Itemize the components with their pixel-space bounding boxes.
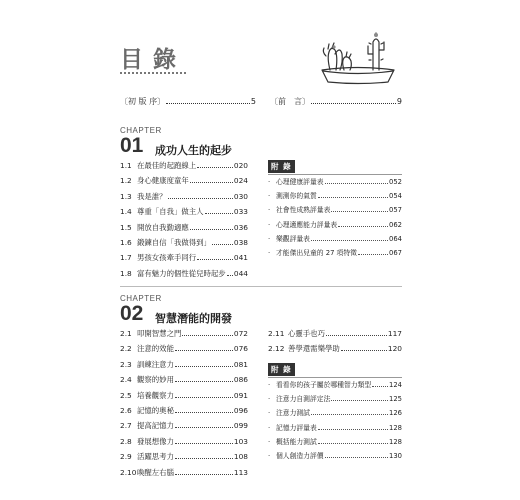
dot-leader [311,103,396,104]
appendix-heading: 附 錄 [268,363,295,376]
entry-page: 130 [389,451,402,460]
chapter-1-contents [120,160,248,283]
toc-entry[interactable] [120,420,248,435]
entry-page: 099 [233,421,248,431]
toc-entry[interactable] [120,175,248,190]
entry-number: 1.5 [120,222,132,232]
entry-label: 注意的效能 [137,344,174,354]
entry-label: 男孩女孩牽手同行 [137,253,197,263]
entry-number: 1.4 [120,207,132,217]
chapter-label: CHAPTER [120,126,162,135]
dot-leader [311,414,388,415]
entry-page: 124 [389,381,402,389]
entry-number: 2.5 [120,390,132,400]
toc-entry[interactable] [120,451,248,466]
appendix-rule [268,174,402,175]
front-matter-label: 〔初 版 序〕 [120,97,166,106]
entry-label: 活躍思考力 [137,452,174,462]
entry-label: 身心健康度童年 [137,176,189,186]
entry-label: 才能傑出兒童的 27 項特徵 [276,248,357,257]
bullet-dot: · [268,234,271,243]
toc-entry[interactable] [120,206,248,221]
toc-entry[interactable] [120,160,248,175]
bullet-dot: · [268,178,271,186]
dot-leader [175,474,233,475]
title-dotted-underline [120,72,186,74]
entry-number: 2.11 [268,329,285,338]
entry-page: 081 [233,359,248,369]
toc-entry[interactable] [120,343,248,358]
toc-entry[interactable] [268,328,402,343]
toc-entry[interactable] [120,467,248,482]
entry-page: 062 [389,220,402,229]
dot-leader [372,386,388,387]
dot-leader [168,198,233,199]
appendix-heading: 附 錄 [268,160,295,173]
entry-label: 鍛鍊自信「我做得到」 [137,237,211,247]
front-matter-page: 9 [396,97,402,106]
appendix-entry[interactable] [268,436,402,450]
bullet-dot: · [268,220,271,229]
entry-number: 2.9 [120,452,132,462]
entry-label: 心靈手也巧 [288,329,325,338]
dot-leader [175,397,233,398]
entry-number: 1.2 [120,176,132,186]
toc-entry[interactable] [120,222,248,237]
entry-number: 2.2 [120,344,132,354]
appendix-entry[interactable] [268,407,402,421]
entry-page: 096 [233,405,248,415]
toc-entry[interactable] [120,405,248,420]
chapter-1-appendix [268,176,402,261]
dot-leader [175,427,233,428]
dot-leader [318,429,388,430]
entry-label: 樂觀評量表 [276,234,310,243]
bullet-dot: · [268,395,271,404]
chapter-divider [120,286,402,287]
appendix-entry[interactable] [268,204,402,218]
appendix-entry[interactable] [268,379,402,393]
dot-leader [318,443,388,444]
entry-number: 1.6 [120,237,132,247]
entry-number: 2.10 [120,467,137,477]
entry-page: 113 [233,467,248,477]
entry-label: 個人創造力評價 [276,451,324,460]
front-matter-foreword[interactable] [270,96,402,107]
appendix-entry[interactable] [268,422,402,436]
toc-entry[interactable] [120,436,248,451]
dot-leader [182,335,233,336]
entry-page: 128 [389,437,402,446]
entry-label: 看看你的孩子屬於哪種智力類型 [276,381,372,389]
entry-number: 1.7 [120,253,132,263]
dot-leader [197,259,233,260]
entry-label: 記憶的奧秘 [137,405,174,415]
entry-label: 提高記憶力 [137,421,174,431]
entry-page: 024 [233,176,248,186]
appendix-entry[interactable] [268,450,402,464]
entry-page: 041 [233,253,248,263]
entry-number: 2.1 [120,329,132,338]
dot-leader [325,183,388,184]
entry-label: 培養觀察力 [137,390,174,400]
chapter-title: 智慧潛能的開發 [155,312,232,325]
chapter-number: 01 [120,134,144,157]
dot-leader [175,443,233,444]
entry-label: 開放自我勤適應 [137,222,189,232]
entry-page: 052 [389,178,402,186]
toc-entry[interactable] [120,252,248,267]
dot-leader [190,229,233,230]
dot-leader [318,197,388,198]
dot-leader [175,458,233,459]
entry-page: 086 [233,375,248,385]
entry-label: 社會性成熟評量表 [276,206,331,215]
dot-leader [331,400,388,401]
toc-entry[interactable] [120,390,248,405]
toc-entry[interactable] [120,359,248,374]
bullet-dot: · [268,192,271,201]
entry-label: 尊重「自我」做主人 [137,207,204,217]
entry-page: 044 [233,268,248,278]
entry-number: 2.12 [268,344,285,354]
entry-page: 033 [233,207,248,217]
bullet-dot: · [268,423,271,432]
entry-number: 2.3 [120,359,132,369]
entry-label: 喚醒左右腦 [137,467,174,477]
entry-label: 在最佳的起跑線上 [137,161,197,170]
entry-page: 125 [389,395,402,404]
entry-number: 1.1 [120,161,132,170]
appendix-entry[interactable] [268,393,402,407]
entry-label: 發展想像力 [137,436,174,446]
dot-leader [175,366,233,367]
entry-label: 富有魅力的個性從兒時起步 [137,268,226,278]
dot-leader [175,381,233,382]
front-matter-page: 5 [250,97,256,106]
bullet-dot: · [268,248,271,257]
entry-label: 注意力測試 [276,409,310,418]
entry-label: 測測你的氣質 [276,192,317,201]
entry-number: 2.4 [120,375,132,385]
entry-page: 128 [389,423,402,432]
dot-leader [175,350,233,351]
entry-number: 2.6 [120,405,132,415]
entry-page: 072 [233,329,248,338]
entry-label: 概括能力測試 [276,437,317,446]
dot-leader [326,335,387,336]
entry-page: 108 [233,452,248,462]
dot-leader [190,182,233,183]
entry-number: 2.8 [120,436,132,446]
entry-page: 120 [387,344,402,354]
appendix-entry[interactable] [268,219,402,233]
entry-label: 心理健康評量表 [276,178,324,186]
toc-entry[interactable] [268,343,402,358]
entry-label: 我是誰？ [137,191,167,201]
dot-leader [331,211,388,212]
entry-page: 036 [233,222,248,232]
entry-page: 091 [233,390,248,400]
chapter-title: 成功人生的起步 [155,144,232,157]
bullet-dot: · [268,381,271,389]
entry-label: 記憶力評量表 [276,423,317,432]
entry-label: 叩開智慧之門 [137,329,182,338]
chapter-number: 02 [120,302,144,325]
cactus-pot-illustration [318,30,398,86]
chapter-2-appendix [268,379,402,464]
entry-label: 訓練注意力 [137,359,174,369]
entry-page: 076 [233,344,248,354]
toc-entry[interactable] [120,191,248,206]
entry-page: 030 [233,191,248,201]
entry-page: 117 [387,329,402,338]
dot-leader [212,244,233,245]
front-matter-label: 〔前 言〕 [270,97,310,106]
bullet-dot: · [268,451,271,460]
dot-leader [205,213,233,214]
chapter-label: CHAPTER [120,294,162,303]
toc-entry[interactable] [120,237,248,252]
bullet-dot: · [268,437,271,446]
dot-leader [311,240,388,241]
dot-leader [197,167,233,168]
entry-page: 020 [233,161,248,170]
dot-leader [358,254,388,255]
entry-page: 038 [233,237,248,247]
entry-number: 1.3 [120,191,132,201]
entry-page: 057 [389,206,402,215]
appendix-entry[interactable] [268,247,402,261]
appendix-entry[interactable] [268,190,402,204]
chapter-2-contents [120,328,248,482]
entry-label: 觀察的妙用 [137,375,174,385]
dot-leader [175,412,233,413]
entry-page: 103 [233,436,248,446]
entry-page: 064 [389,234,402,243]
dot-leader [338,226,388,227]
entry-label: 注意力自測評定法 [276,395,331,404]
dot-leader [227,275,233,276]
toc-entry[interactable] [120,328,248,343]
entry-page: 054 [389,192,402,201]
bullet-dot: · [268,409,271,418]
entry-label: 心理適應能力評量表 [276,220,338,229]
appendix-rule [268,377,402,378]
entry-page: 126 [389,409,402,418]
front-matter-preface[interactable] [120,96,256,107]
entry-number: 2.7 [120,421,132,431]
dot-leader [341,350,387,351]
toc-entry[interactable] [120,374,248,389]
toc-entry[interactable] [120,268,248,283]
appendix-entry[interactable] [268,233,402,247]
dot-leader [166,103,250,104]
page-title: 目錄 [120,46,186,73]
entry-page: 067 [389,248,402,257]
bullet-dot: · [268,206,271,215]
dot-leader [325,457,388,458]
entry-number: 1.8 [120,268,132,278]
appendix-entry[interactable] [268,176,402,190]
chapter-2-contents-continued [268,328,402,359]
entry-label: 善學還需樂學助 [288,344,340,354]
